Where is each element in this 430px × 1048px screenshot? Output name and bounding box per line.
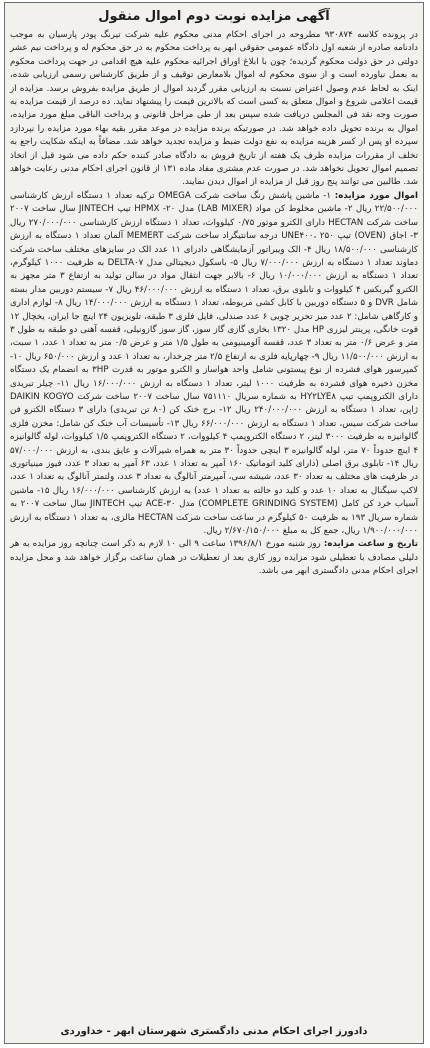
notice-intro-paragraph: در پرونده کلاسه ۹۳۰۸۷۴ مطروحه در اجرای احکام مدنی محکوم علیه شرکت تیرنگ پودر پارسیان به موجب دادنامه صادره از شعبه اول دادگاه عمومی حقوقی ابهر به پرداخت محکوم به در حق محکوم له و پرداخت نیم عشر دولتی در حق دولت محکوم گردیده؛ چون با ابلاغ اوراق اجرائیه محکوم علیه هیچ اقدامی در جهت پرداخت محکوم به بعمل نیاورده است و از سوی محکوم له اموال بلامعارض توقیف و از طریق کارشناس رسمی ارزیابی شده، اینک به لحاظ عدم وصول اعتراض نسبت به ارزیابی مقرر گردید اموال از طریق مزایده بفروش برسد. مزایده از قیمت اعلامی شروع و اموال متعلق به کسی است که بالاترین قیمت را پیشنهاد نماید. ده درصد از قیمت مزایده به صورت وجه نقد فی المجلس دریافت شده سپس بعد از طی مراحل قانونی و پرداخت الباقی مبلغ مورد مزایده، اموال به برنده تحویل داده خواهد شد. در صورتیکه برنده مزایده در موعد مقرر بقیه بهاء مورد مزایده را نپردازد سپرده او پس از کسر هزینه مزایده به نفع دولت ضبط و مزایده تجدید خواهد شد. مضافاً به اینکه شکایت راجع به تخلف از مقررات مزایده ظرف یک هفته از تاریخ فروش به دادگاه صادر کننده حکم داده می شود قبل از اتخاذ تصمیم اموال تحویل نخواهد شد. در صورت عدم مشتری مفاد ماده ۱۳۱ از قانون اجرای احکام مدنی رعایت خواهد شد. طالبین می توانند پنج روز قبل از مزایده از اموال دیدن نمایند. [10, 30, 418, 188]
notice-title: آگهی مزایده نوبت دوم اموال منقول [98, 9, 330, 24]
auction-date-text: روز شنبه مورخ ۱۳۹۶/۸/۱ ساعت ۹ الی ۱۰ لازم به ذکر است چنانچه روز مزایده به هر دلیلی مصادف با تعطیلی شود مزایده روز کاری بعد از تعطیلات در همان ساعت برگزار خواهد شد و محل مزایده اجرای احکام مدنی دادگستری ابهر می باشد. [10, 539, 418, 577]
auction-date-heading: تاریخ و ساعت مزایده: [323, 539, 419, 550]
auction-items-list: ۱- ماشین پاشش رنگ ساخت شرکت OMEGA ترکیه تعداد ۱ دستگاه ارزش کارشناسی ۲۲/۵۰۰/۰۰۰ ریال ۲- ماشین مخلوط کن مواد (LAB MIXER) مدل ۲۰- HPMX تیپ JINTECH سال ساخت ۲۰۰۷ ساخت شرکت HECTAN دارای الکترو موتور ۰/۷۵ کیلووات، تعداد ۱ دستگاه ارزش کارشناسی ۲۷۰/۰۰۰/۰۰۰ ریال ۳- اجاق (OVEN) تیپ UNE۴۰۰، ۲۵۰ درجه سانتیگراد ساخت شرکت MEMERT آلمان تعداد ۱ دستگاه به ارزش کارشناسی ۱۸/۵۰۰/۰۰۰ ریال ۴- الک ویبراتور آزمایشگاهی دادرای ۱۱ عدد الک در سایزهای مختلف ساخت شرکت دماوند تعداد ۱ دستگاه به ارزش ۷/۰۰۰/۰۰۰ ریال ۵- باسکول دیجیتالی مدل DELTA۰۷ به ظرفیت ۱۰۰۰ کیلوگرم، تعداد ۱ دستگاه به ارزش ۱۰/۰۰۰/۰۰۰ ریال ۶- بالابر جهت انتقال مواد در سالن تولید به ارتفاع ۳ متر مجهز به الکترو گیربکس ۴ کیلووات و تابلوی برق، تعداد ۱ دستگاه به ارزش ۴۶/۰۰۰/۰۰۰ ریال ۷- سیستم دوربین مدار بسته شامل DVR و ۵ دستگاه دوربین با کابل کشی مربوطه، تعداد ۱ دستگاه به ارزش ۱۴/۰۰۰/۰۰۰ ریال ۸- لوازم اداری و کارگاهی شامل: ۲ عدد میز تحریر چوبی ۶ عدد صندلی، فایل فلزی ۳ طبقه، تلویزیون ۲۴ اینچ جا ایران، یخچال ۱۲ فوت خانگی، پرینتر لیزری HP مدل ۱۳۲۰ بخاری گازی گاز سوز، گاز سوز گازونیلی، قفسه آهنی دو طبقه به طول ۳ متر و عرض ۰/۶ متر به تعداد ۳ عدد، قفسه آلومینیومی به طول ۱/۵ متر و عرض ۰/۵ متر به تعداد ۱ عدد، ۱ سبت، به ارزش ۱۱/۵۰۰/۰۰۰ ریال ۹- چهارپایه فلزی به ارتفاع ۲/۵ متر چرخدار، به تعداد ۱ عدد و ارزش ۶۵۰/۰۰۰ ریال ۱۰- کمپرسور هوای فشرده از نوع پیستونی شامل واحد هواساز و الکترو موتور به قدرت ۳HP به انضمام یک دستگاه مخزن ذخیره هوای فشرده به ظرفیت ۱۰۰۰ لیتر، تعداد ۱ دستگاه به ارزش ۱۶/۰۰۰/۰۰۰ ریال ۱۱- چیلر تبریدی دارای الکتروپمپ تیپ HY۲LYE۸ به شماره سریال ۷۵۱۱۱۰ سال ساخت ۲۰۰۷ ساخت شرکت DAIKIN KOGYO ژاپن، تعداد ۱ دستگاه به ارزش ۲۴۰/۰۰۰/۰۰۰ ریال ۱۲- برج خنک کن (۸۰ تن تبریدی) دارای ۳ دستگاه الکترو فن ساخت شرکت سیس، تعداد ۱ دستگاه به ارزش ۶۶/۰۰۰/۰۰۰ ریال ۱۳- تأسیسات آب خنک کن شامل: مخزن فلزی گالوانیزه به ظرفیت ۳۰۰۰ لیتر، ۲ دستگاه الکتروپمپ ۴ کیلووات، ۲ دستگاه الکتروپمپ ۱/۵ کیلووات، لوله گالوانیزه ۴ اینچ حدوداً ۷۰ متر، لوله گالوانیزه ۳ اینچی حدوداً ۳۰ متر به همراه شیرآلات و عایق بندی، به ارزش ۵۷/۰۰۰/۰۰۰ ریال ۱۴- تابلوی برق اصلی (دارای کلید اتوماتیک ۱۶۰ آمپر به تعداد ۱ عدد، ۶۳ آمپر به تعداد ۳ عدد، فیوز مینیاتوری در ظرفیت های مختلف به تعداد ۳۰ عدد، شیشه سی، آمپرمتر آنالوگ به تعداد ۳ عدد، ولتمتر آنالوگ به تعداد ۱ عدد، لاکپ سیگنال به تعداد ۱۰ عدد و کلید دو حالته به تعداد ۱ عدد) به ارزش کارشناسی ۱۶/۰۰۰/۰۰۰ ریال ۱۵- ماشین آسیاب خرد کن کامل (COMPLETE GRINDING SYSTEM) مدل ۳۰-ACE تیپ JINTECH سال ساخت ۲۰۰۷ به شماره سریال ۱۹۳ به ظرفیت ۵۰ کیلوگرم در ساعت ساخت شرکت HECTAN مالزی، به تعداد ۱ دستگاه به ارزش ۱/۹۰۰/۰۰۰/۰۰۰ ریال، جمع کل به مبلغ ۲/۶۷۰/۱۵۰/۰۰۰ ریال. [10, 190, 419, 537]
notice-signature: دادورز اجرای احکام مدنی دادگستری شهرستان ابهر - خداوردی [60, 1026, 368, 1037]
auction-items-paragraph [10, 190, 418, 539]
auction-items-heading: اموال مورد مزایده: [334, 190, 418, 201]
auction-date-paragraph [10, 538, 418, 578]
notice-body [10, 29, 418, 579]
newspaper-notice [4, 2, 424, 1044]
